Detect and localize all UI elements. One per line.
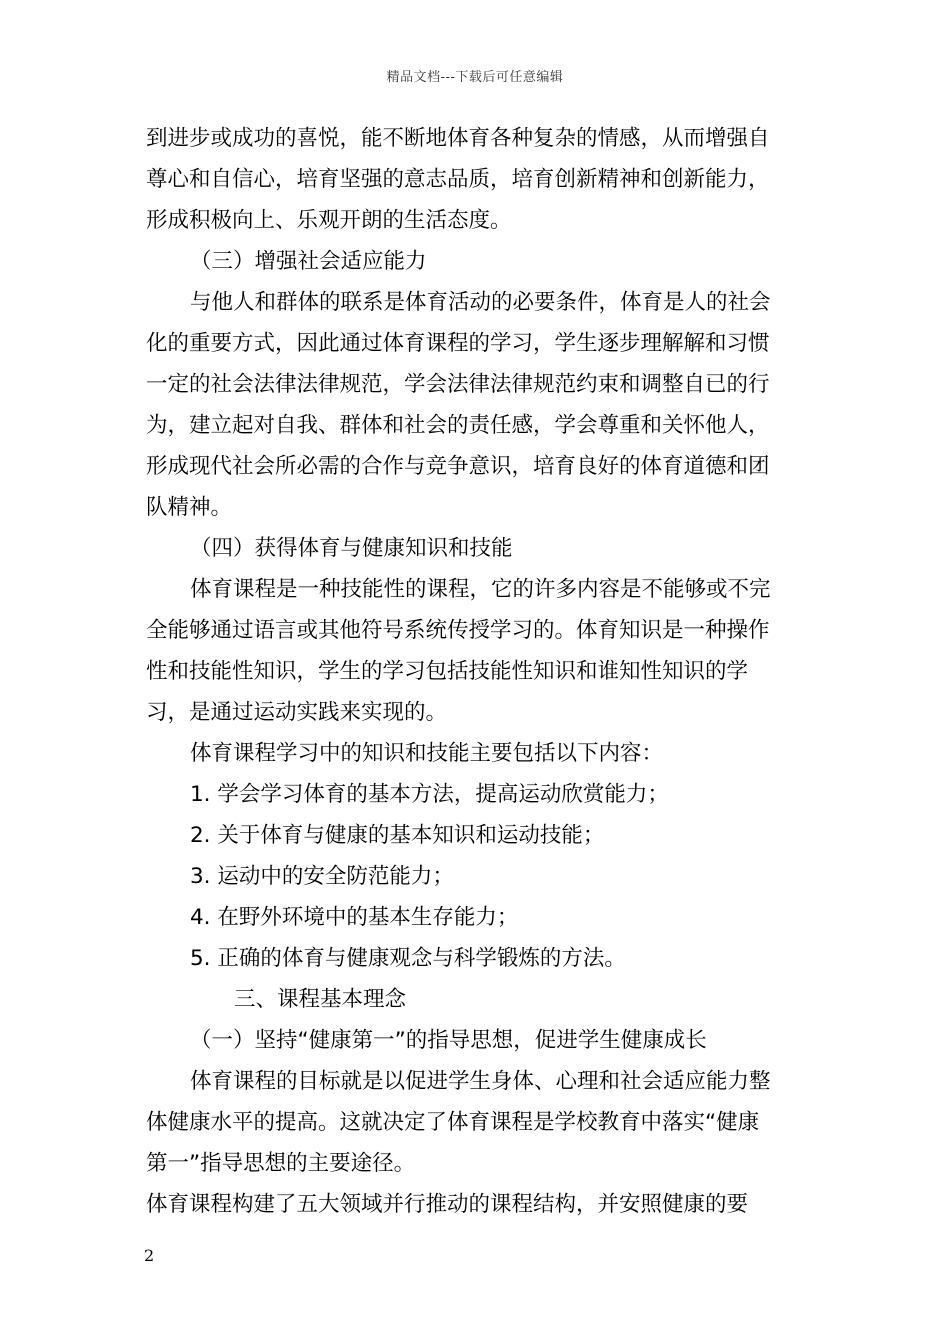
paragraph-line: 体育课程的目标就是以促进学生身体、心理和社会适应能力整 <box>190 1069 771 1094</box>
chapter-heading: 三、课程基本理念 <box>234 987 407 1012</box>
list-item: 3. 运动中的安全防范能力； <box>190 864 454 889</box>
paragraph-line: 为，建立起对自我、群体和社会的责任感，学会尊重和关怀他人， <box>146 413 770 438</box>
paragraph-line: 形成现代社会所必需的合作与竞争意识，培育良好的体育道德和团 <box>146 454 770 479</box>
paragraph-line: 形成积极向上、乐观开朗的生活态度。 <box>146 208 512 233</box>
paragraph-line: 体健康水平的提高。这就决定了体育课程是学校教育中落实“健康 <box>146 1110 760 1135</box>
paragraph-line: 队精神。 <box>146 495 233 520</box>
paragraph-line: 第一”指导思想的主要途径。 <box>146 1151 416 1176</box>
page-header: 精品文档---下载后可任意编辑 <box>386 70 564 85</box>
list-item: 2. 关于体育与健康的基本知识和运动技能； <box>190 823 605 848</box>
paragraph-line: 尊心和自信心，培育坚强的意志品质，培育创新精神和创新能力， <box>146 167 770 192</box>
paragraph-line: 性和技能性知识，学生的学习包括技能性知识和谁知性知识的学 <box>146 659 749 684</box>
section-heading: （一）坚持“健康第一”的指导思想，促进学生健康成长 <box>190 1028 707 1053</box>
list-item: 4. 在野外环境中的基本生存能力； <box>190 905 519 930</box>
paragraph-line: 习，是通过运动实践来实现的。 <box>146 700 448 725</box>
paragraph-line: 体育课程是一种技能性的课程，它的许多内容是不能够或不完 <box>190 577 771 602</box>
list-item: 5. 正确的体育与健康观念与科学锻炼的方法。 <box>190 946 626 971</box>
paragraph-line: 体育课程学习中的知识和技能主要包括以下内容： <box>190 741 664 766</box>
list-item: 1. 学会学习体育的基本方法，提高运动欣赏能力； <box>190 782 669 807</box>
page-number: 2 <box>144 1246 155 1265</box>
paragraph-line: 到进步或成功的喜悦，能不断地体育各种复杂的情感，从而增强自 <box>146 126 770 151</box>
paragraph-line: 一定的社会法律法律规范，学会法律法律规范约束和调整自已的行 <box>146 372 770 397</box>
section-heading: （四）获得体育与健康知识和技能 <box>190 536 513 561</box>
paragraph-line: 与他人和群体的联系是体育活动的必要条件，体育是人的社会 <box>190 290 771 315</box>
paragraph-line: 全能够通过语言或其他符号系统传授学习的。体育知识是一种操作 <box>146 618 770 643</box>
paragraph-line: 化的重要方式，因此通过体育课程的学习，学生逐步理解解和习惯 <box>146 331 770 356</box>
document-body <box>146 118 806 1225</box>
paragraph-line: 体育课程构建了五大领域并行推动的课程结构，并安照健康的要 <box>146 1192 749 1217</box>
section-heading: （三）增强社会适应能力 <box>190 249 427 274</box>
